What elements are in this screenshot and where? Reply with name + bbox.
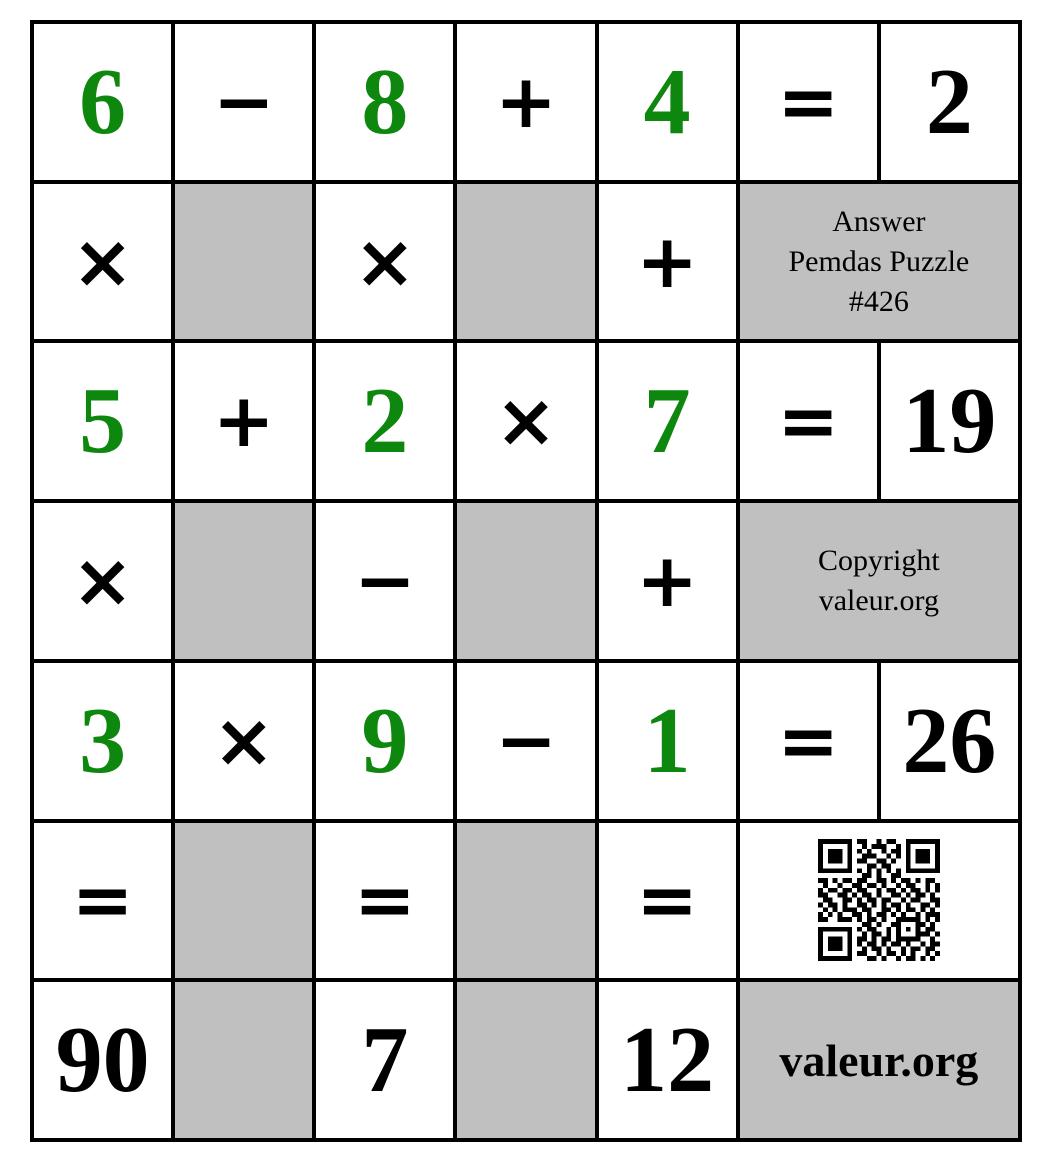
- qr-code-cell: [738, 821, 1020, 981]
- cell-value: ×: [494, 378, 557, 465]
- cell-value: −: [212, 58, 275, 145]
- cell-value: +: [636, 537, 699, 624]
- cell-value: =: [636, 857, 699, 944]
- plus-operator: [455, 22, 596, 182]
- cell-value: 90: [55, 1008, 150, 1113]
- cell-value: ×: [71, 537, 134, 624]
- cell-value: =: [71, 857, 134, 944]
- filler-cell: [173, 821, 314, 981]
- operand-2: [314, 341, 455, 501]
- equals-operator: [738, 661, 879, 821]
- cell-value: 6: [79, 49, 127, 154]
- cell-value: 1: [643, 688, 691, 793]
- cell-value: =: [777, 58, 840, 145]
- cell-value: +: [212, 378, 275, 465]
- cell-value: 3: [79, 688, 127, 793]
- row-result-26: [879, 661, 1020, 821]
- operand-8: [314, 22, 455, 182]
- cell-value: −: [494, 697, 557, 784]
- plus-operator: [173, 341, 314, 501]
- equals-operator: [32, 821, 173, 981]
- times-operator: [32, 501, 173, 661]
- answer-title: [738, 182, 1020, 342]
- column-result-7: [314, 980, 455, 1140]
- cell-value: 19: [902, 369, 997, 474]
- equals-operator: [597, 821, 738, 981]
- label-line: Copyright: [818, 544, 940, 578]
- equals-operator: [738, 341, 879, 501]
- cell-value: −: [353, 537, 416, 624]
- filler-cell: [455, 980, 596, 1140]
- label-line: Pemdas Puzzle: [788, 244, 970, 278]
- filler-cell: [455, 182, 596, 342]
- filler-cell: [173, 182, 314, 342]
- cell-value: 7: [361, 1008, 409, 1113]
- label-line: #426: [848, 284, 909, 318]
- cell-value: +: [494, 58, 557, 145]
- minus-operator: [455, 661, 596, 821]
- label-line: Answer: [832, 204, 926, 238]
- cell-value: 26: [902, 688, 997, 793]
- label-line: valeur.org: [818, 583, 939, 617]
- brand-footer: [738, 980, 1020, 1140]
- times-operator: [173, 661, 314, 821]
- filler-cell: [455, 501, 596, 661]
- cell-value: 4: [643, 49, 691, 154]
- operand-1: [597, 661, 738, 821]
- cell-value: =: [777, 697, 840, 784]
- cell-value: ×: [71, 218, 134, 305]
- plus-operator: [597, 182, 738, 342]
- cell-value: valeur.org: [779, 1034, 979, 1086]
- filler-cell: [455, 821, 596, 981]
- times-operator: [455, 341, 596, 501]
- cell-value: 2: [925, 49, 973, 154]
- operand-7: [597, 341, 738, 501]
- cell-value: 7: [643, 369, 691, 474]
- cell-value: ×: [353, 218, 416, 305]
- minus-operator: [314, 501, 455, 661]
- operand-6: [32, 22, 173, 182]
- row-result-2: [879, 22, 1020, 182]
- pemdas-puzzle-grid: [30, 20, 1022, 1142]
- filler-cell: [173, 980, 314, 1140]
- cell-value: 2: [361, 369, 409, 474]
- operand-4: [597, 22, 738, 182]
- cell-value: 8: [361, 49, 409, 154]
- minus-operator: [173, 22, 314, 182]
- qr-code: [818, 839, 940, 961]
- equals-operator: [738, 22, 879, 182]
- column-result-90: [32, 980, 173, 1140]
- column-result-12: [597, 980, 738, 1140]
- times-operator: [32, 182, 173, 342]
- operand-5: [32, 341, 173, 501]
- cell-value: 12: [620, 1008, 715, 1113]
- cell-value: =: [777, 378, 840, 465]
- equals-operator: [314, 821, 455, 981]
- operand-9: [314, 661, 455, 821]
- cell-value: 9: [361, 688, 409, 793]
- copyright-note: [738, 501, 1020, 661]
- operand-3: [32, 661, 173, 821]
- filler-cell: [173, 501, 314, 661]
- plus-operator: [597, 501, 738, 661]
- row-result-19: [879, 341, 1020, 501]
- cell-value: =: [353, 857, 416, 944]
- cell-value: 5: [79, 369, 127, 474]
- times-operator: [314, 182, 455, 342]
- cell-value: ×: [212, 697, 275, 784]
- cell-value: +: [636, 218, 699, 305]
